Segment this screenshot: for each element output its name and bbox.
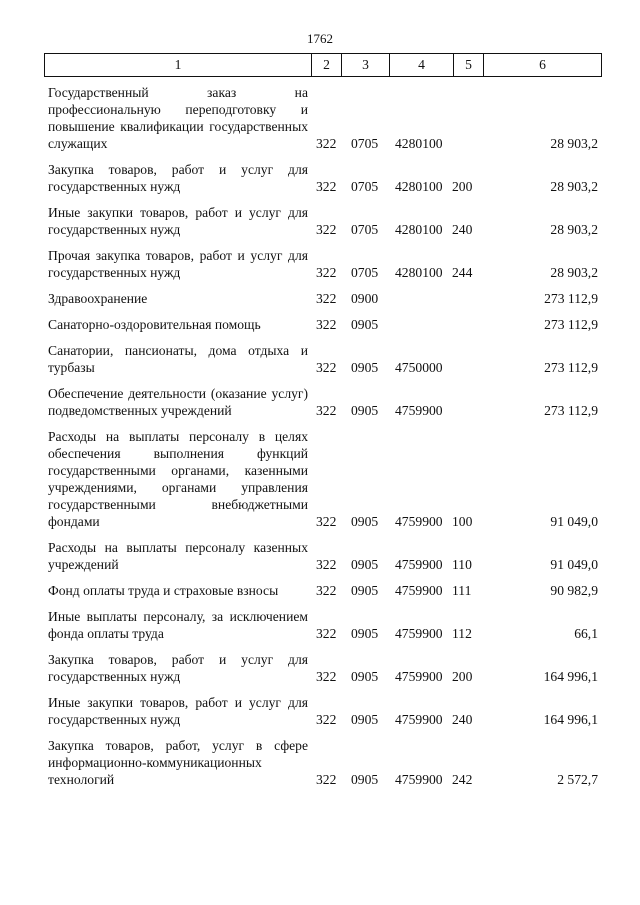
amount: 273 112,9: [544, 291, 598, 306]
target-article-code: 4759900: [395, 626, 443, 641]
ministry-code: 322: [316, 772, 337, 787]
expense-type-code: 200: [452, 669, 473, 684]
table-row: [48, 608, 600, 642]
amount: 91 049,0: [550, 514, 598, 529]
amount: 273 112,9: [544, 360, 598, 375]
amount: 90 982,9: [550, 583, 598, 598]
row-values: [48, 135, 600, 152]
column-header-4: 4: [390, 54, 454, 77]
ministry-code: 322: [316, 669, 337, 684]
row-description: Фонд оплаты труда и страховые взносы: [48, 583, 279, 598]
target-article-code: 4280100: [395, 265, 443, 280]
row-values: [48, 556, 600, 573]
amount: 164 996,1: [543, 712, 598, 727]
row-values: [48, 221, 600, 238]
table-row: [48, 247, 600, 281]
amount: 28 903,2: [550, 179, 598, 194]
section-code: 0900: [351, 291, 379, 306]
table-row: [48, 694, 600, 728]
section-code: 0905: [351, 557, 379, 572]
row-description: Иные закупки товаров, работ и услуг для государственных нужд: [48, 205, 308, 237]
section-code: 0905: [351, 669, 379, 684]
amount: 164 996,1: [543, 669, 598, 684]
amount: 91 049,0: [550, 557, 598, 572]
target-article-code: 4759900: [395, 557, 443, 572]
ministry-code: 322: [316, 403, 337, 418]
amount: 273 112,9: [544, 403, 598, 418]
row-description: Закупка товаров, работ и услуг для государственных нужд: [48, 652, 308, 684]
section-code: 0705: [351, 136, 379, 151]
expense-type-code: 110: [452, 557, 472, 572]
ministry-code: 322: [316, 712, 337, 727]
expense-type-code: 242: [452, 772, 473, 787]
target-article-code: 4280100: [395, 222, 443, 237]
ministry-code: 322: [316, 557, 337, 572]
ministry-code: 322: [316, 317, 337, 332]
expense-type-code: 111: [452, 583, 472, 598]
section-code: 0905: [351, 626, 379, 641]
ministry-code: 322: [316, 514, 337, 529]
target-article-code: 4759900: [395, 712, 443, 727]
row-values: [48, 402, 600, 419]
row-description: Иные выплаты персоналу, за исключением фонда оплаты труда: [48, 609, 308, 641]
table-row: [48, 161, 600, 195]
target-article-code: 4759900: [395, 514, 443, 529]
ministry-code: 322: [316, 626, 337, 641]
row-values: [48, 513, 600, 530]
row-description: Обеспечение деятельности (оказание услуг) подведомственных учреждений: [48, 386, 308, 418]
ministry-code: 322: [316, 291, 337, 306]
table-row: [48, 204, 600, 238]
table-row: [48, 342, 600, 376]
column-header-row: [45, 54, 602, 77]
row-description: Иные закупки товаров, работ и услуг для государственных нужд: [48, 695, 308, 727]
target-article-code: 4280100: [395, 136, 443, 151]
table-row: [48, 84, 600, 152]
target-article-code: 4759900: [395, 403, 443, 418]
target-article-code: 4759900: [395, 772, 443, 787]
row-description: Расходы на выплаты персоналу в целях обеспечения выполнения функций государственными органами, казенными учреждениями, органами управления государственными внебюджетными фондами: [48, 429, 308, 529]
amount: 28 903,2: [550, 222, 598, 237]
section-code: 0905: [351, 317, 379, 332]
section-code: 0905: [351, 583, 379, 598]
row-values: [48, 316, 600, 333]
ministry-code: 322: [316, 265, 337, 280]
ministry-code: 322: [316, 179, 337, 194]
amount: 2 572,7: [557, 772, 598, 787]
ministry-code: 322: [316, 136, 337, 151]
expense-type-code: 100: [452, 514, 473, 529]
section-code: 0705: [351, 179, 379, 194]
table-row: [48, 539, 600, 573]
row-values: [48, 668, 600, 685]
expense-type-code: 200: [452, 179, 473, 194]
row-description: Санаторно-оздоровительная помощь: [48, 317, 261, 332]
section-code: 0905: [351, 514, 379, 529]
row-values: [48, 359, 600, 376]
ministry-code: 322: [316, 583, 337, 598]
amount: 28 903,2: [550, 265, 598, 280]
row-description: Закупка товаров, работ, услуг в сфере информационно-коммуникационных технологий: [48, 738, 308, 787]
row-values: [48, 264, 600, 281]
column-header-2: 2: [312, 54, 342, 77]
target-article-code: 4280100: [395, 179, 443, 194]
budget-table-body: [48, 84, 600, 797]
row-values: [48, 290, 600, 307]
column-header-table: [44, 53, 602, 77]
expense-type-code: 244: [452, 265, 473, 280]
table-row: [48, 290, 600, 307]
section-code: 0905: [351, 772, 379, 787]
ministry-code: 322: [316, 222, 337, 237]
amount: 66,1: [574, 626, 598, 641]
row-description: Государственный заказ на профессиональную переподготовку и повышение квалификации государственных служащих: [48, 85, 308, 151]
row-values: [48, 771, 600, 788]
row-values: [48, 178, 600, 195]
row-description: Санатории, пансионаты, дома отдыха и турбазы: [48, 343, 308, 375]
column-header-6: 6: [484, 54, 602, 77]
expense-type-code: 240: [452, 222, 473, 237]
column-header-3: 3: [342, 54, 390, 77]
table-row: [48, 316, 600, 333]
amount: 28 903,2: [550, 136, 598, 151]
section-code: 0705: [351, 265, 379, 280]
row-description: Закупка товаров, работ и услуг для государственных нужд: [48, 162, 308, 194]
target-article-code: 4750000: [395, 360, 443, 375]
row-values: [48, 582, 600, 599]
table-row: [48, 428, 600, 530]
table-row: [48, 582, 600, 599]
amount: 273 112,9: [544, 317, 598, 332]
expense-type-code: 112: [452, 626, 472, 641]
row-values: [48, 625, 600, 642]
target-article-code: 4759900: [395, 583, 443, 598]
section-code: 0905: [351, 403, 379, 418]
expense-type-code: 240: [452, 712, 473, 727]
row-description: Расходы на выплаты персоналу казенных учреждений: [48, 540, 308, 572]
table-row: [48, 385, 600, 419]
section-code: 0905: [351, 360, 379, 375]
column-header-1: 1: [45, 54, 312, 77]
table-row: [48, 651, 600, 685]
target-article-code: 4759900: [395, 669, 443, 684]
ministry-code: 322: [316, 360, 337, 375]
page-number: 1762: [307, 31, 333, 46]
row-description: Здравоохранение: [48, 291, 148, 306]
section-code: 0905: [351, 712, 379, 727]
column-header-5: 5: [454, 54, 484, 77]
table-row: [48, 737, 600, 788]
section-code: 0705: [351, 222, 379, 237]
row-values: [48, 711, 600, 728]
row-description: Прочая закупка товаров, работ и услуг для государственных нужд: [48, 248, 308, 280]
